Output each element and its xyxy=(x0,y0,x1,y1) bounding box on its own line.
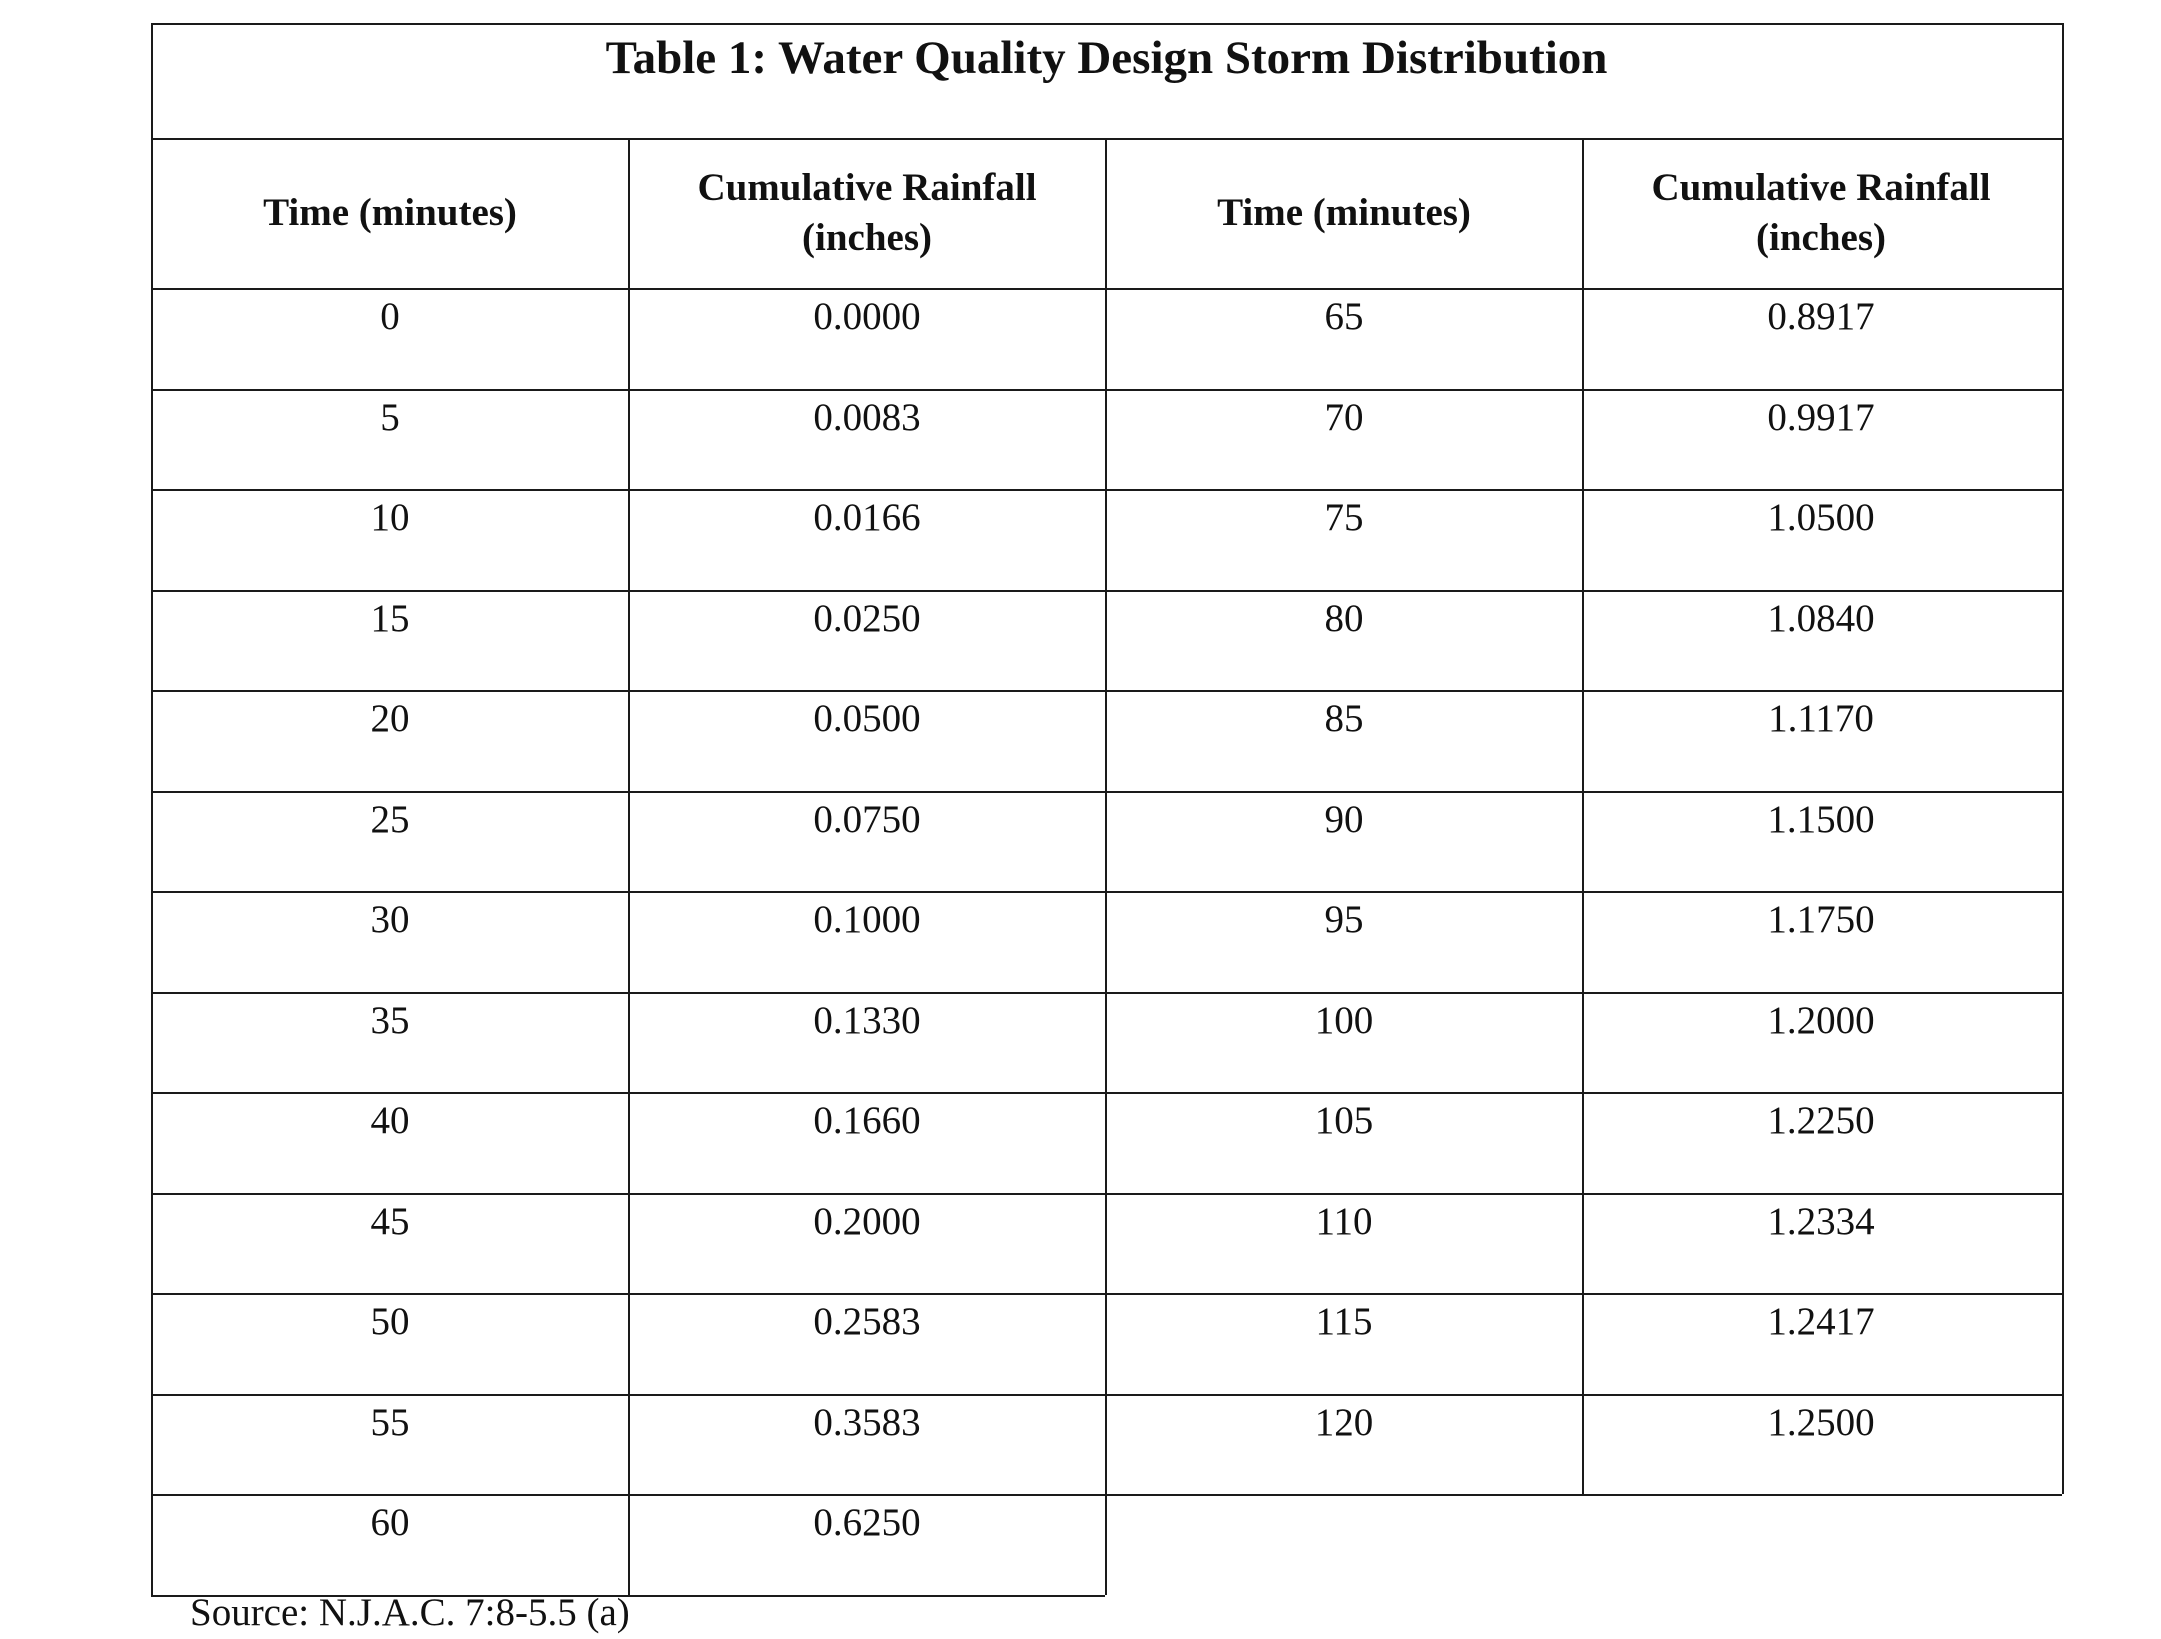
rainfall-cell: 0.1000 xyxy=(813,898,921,941)
time-cell: 75 xyxy=(1324,496,1364,539)
rainfall-cell: 1.1750 xyxy=(1767,898,1875,941)
rainfall-cell: 0.8917 xyxy=(1767,295,1875,338)
source-note: Source: N.J.A.C. 7:8-5.5 (a) xyxy=(190,1591,630,1634)
rainfall-cell: 0.9917 xyxy=(1767,395,1875,439)
rainfall-cell: 1.1500 xyxy=(1767,797,1875,841)
time-cell: 35 xyxy=(370,998,410,1042)
column-divider xyxy=(1582,138,1584,1494)
header-time-left-label: Time (minutes) xyxy=(263,191,517,234)
time-cell: 80 xyxy=(1324,596,1364,640)
time-cell: 100 xyxy=(1314,998,1374,1042)
rainfall-cell: 1.2000 xyxy=(1767,998,1875,1042)
rainfall-cell: 0.0750 xyxy=(813,797,921,841)
time-cell: 90 xyxy=(1324,797,1364,841)
rainfall-cell: 1.0500 xyxy=(1767,496,1875,539)
rainfall-cell: 0.1660 xyxy=(813,1099,921,1142)
time-cell: 115 xyxy=(1315,1300,1373,1343)
time-cell: 65 xyxy=(1324,295,1364,338)
rainfall-cell: 0.1330 xyxy=(813,998,921,1042)
time-cell: 50 xyxy=(370,1300,410,1343)
header-rainfall-left xyxy=(628,138,1106,288)
table-right-border xyxy=(2062,23,2064,1494)
rainfall-cell: 0.2000 xyxy=(813,1199,921,1243)
rainfall-cell: 0.6250 xyxy=(813,1501,921,1544)
time-cell: 120 xyxy=(1314,1400,1374,1444)
rainfall-cell: 1.2250 xyxy=(1767,1099,1875,1142)
rainfall-cell: 1.2500 xyxy=(1767,1400,1875,1444)
header-rainfall-left-line2: (inches) xyxy=(802,216,932,259)
header-time-right-label: Time (minutes) xyxy=(1217,191,1471,234)
rainfall-cell: 0.0000 xyxy=(813,295,921,338)
column-divider xyxy=(628,138,630,1595)
time-cell: 5 xyxy=(380,395,400,439)
table-left-border xyxy=(151,23,153,1595)
column-divider xyxy=(1105,138,1107,1595)
rainfall-cell: 0.2583 xyxy=(813,1300,921,1343)
time-cell: 40 xyxy=(370,1099,410,1142)
time-cell: 85 xyxy=(1324,697,1364,740)
table-title: Table 1: Water Quality Design Storm Distribution xyxy=(605,32,1608,84)
header-rainfall-right-line2: (inches) xyxy=(1756,216,1886,259)
time-cell: 15 xyxy=(370,596,410,640)
time-cell: 70 xyxy=(1324,395,1364,439)
header-rainfall-left-line1: Cumulative Rainfall xyxy=(697,166,1037,209)
rainfall-cell: 0.0500 xyxy=(813,697,921,740)
time-cell: 45 xyxy=(370,1199,410,1243)
rainfall-cell: 1.1170 xyxy=(1768,697,1874,740)
time-cell: 20 xyxy=(370,697,410,740)
time-cell: 105 xyxy=(1314,1099,1374,1142)
time-cell: 55 xyxy=(370,1400,410,1444)
header-rainfall-right-line1: Cumulative Rainfall xyxy=(1651,166,1991,209)
time-cell: 10 xyxy=(370,496,410,539)
rainfall-cell: 0.3583 xyxy=(813,1400,921,1444)
rainfall-cell: 1.2334 xyxy=(1767,1199,1875,1243)
time-cell: 30 xyxy=(370,898,410,941)
rainfall-cell: 1.2417 xyxy=(1767,1300,1875,1343)
time-cell: 95 xyxy=(1324,898,1364,941)
rainfall-cell: 0.0083 xyxy=(813,395,921,439)
table-top-border xyxy=(151,23,2062,25)
header-time-right xyxy=(1105,138,1583,288)
time-cell: 0 xyxy=(380,295,400,338)
header-time-left xyxy=(151,138,629,288)
time-cell: 110 xyxy=(1315,1199,1373,1243)
header-rainfall-right xyxy=(1582,138,2060,288)
rainfall-cell: 1.0840 xyxy=(1767,596,1875,640)
time-cell: 25 xyxy=(370,797,410,841)
time-cell: 60 xyxy=(370,1501,410,1544)
rainfall-cell: 0.0166 xyxy=(813,496,921,539)
rainfall-cell: 0.0250 xyxy=(813,596,921,640)
